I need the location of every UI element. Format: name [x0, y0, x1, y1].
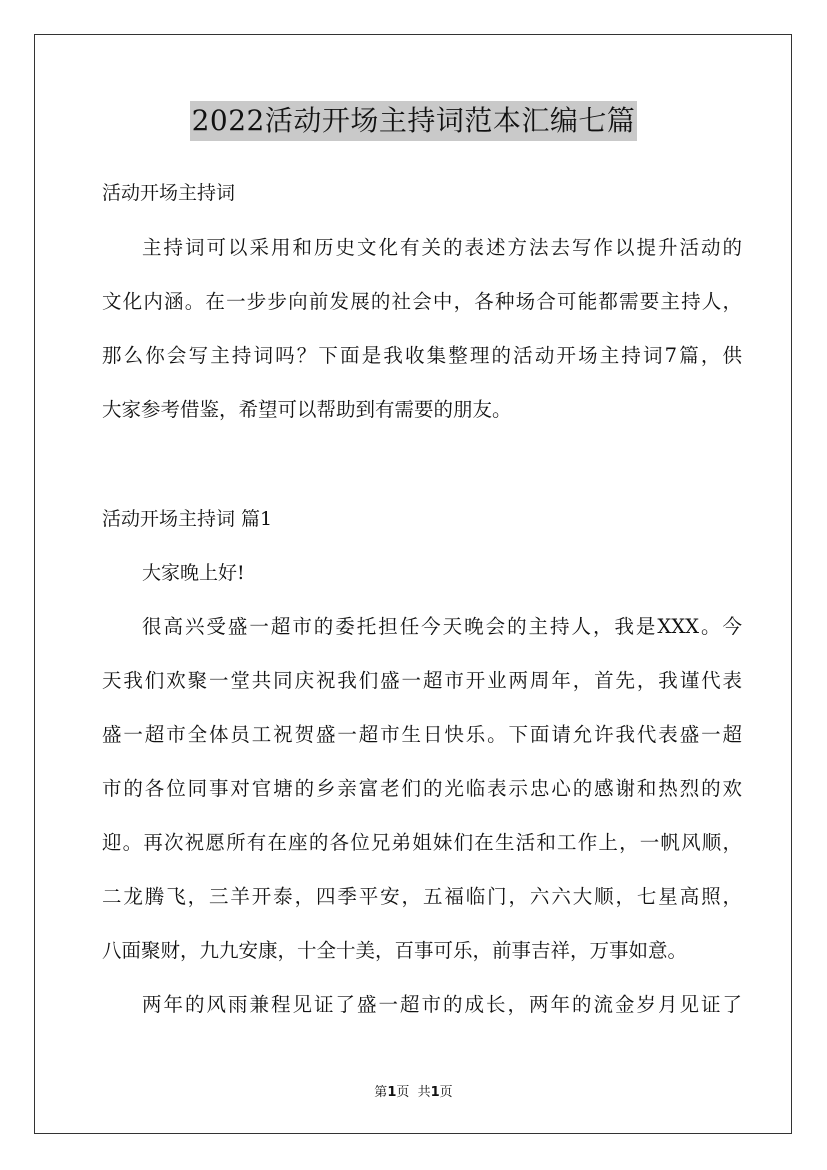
document-title: 2022活动开场主持词范本汇编七篇	[190, 101, 638, 141]
intro-line: 大家参考借鉴，希望可以帮助到有需要的朋友。	[102, 398, 512, 421]
intro-line: 那么你会写主持词吗？下面是我收集整理的活动开场主持词7篇，供	[102, 344, 742, 367]
body-line: 很高兴受盛一超市的委托担任今天晚会的主持人，我是XXX。今	[142, 615, 742, 638]
body-line: 二龙腾飞，三羊开泰，四季平安，五福临门，六六大顺，七星高照，	[102, 885, 742, 908]
body-line: 市的各位同事对官塘的乡亲富老们的光临表示忠心的感谢和热烈的欢	[102, 777, 742, 800]
body-line: 八面聚财，九九安康，十全十美，百事可乐，前事吉祥，万事如意。	[102, 939, 688, 962]
body-line: 迎。再次祝愿所有在座的各位兄弟姐妹们在生活和工作上，一帆风顺，	[102, 831, 742, 854]
page-footer	[0, 1084, 827, 1102]
greeting-line: 大家晚上好!	[142, 562, 245, 584]
body-line: 天我们欢聚一堂共同庆祝我们盛一超市开业两周年，首先，我谨代表	[102, 669, 742, 692]
title-container	[0, 101, 827, 141]
intro-line: 主持词可以采用和历史文化有关的表述方法去写作以提升活动的	[142, 236, 742, 259]
body-line: 盛一超市全体员工祝贺盛一超市生日快乐。下面请允许我代表盛一超	[102, 723, 742, 746]
footer-prefix: 第	[374, 1085, 388, 1100]
footer-mid: 页 共	[396, 1085, 431, 1100]
footer-page-total: 1	[430, 1085, 440, 1100]
piece1-heading: 活动开场主持词 篇1	[102, 508, 273, 530]
footer-page-current: 1	[387, 1085, 397, 1100]
intro-line: 文化内涵。在一步步向前发展的社会中，各种场合可能都需要主持人，	[102, 290, 742, 313]
body-line: 两年的风雨兼程见证了盛一超市的成长，两年的流金岁月见证了	[142, 993, 742, 1016]
footer-suffix: 页	[439, 1085, 453, 1100]
section-heading: 活动开场主持词	[102, 182, 236, 204]
